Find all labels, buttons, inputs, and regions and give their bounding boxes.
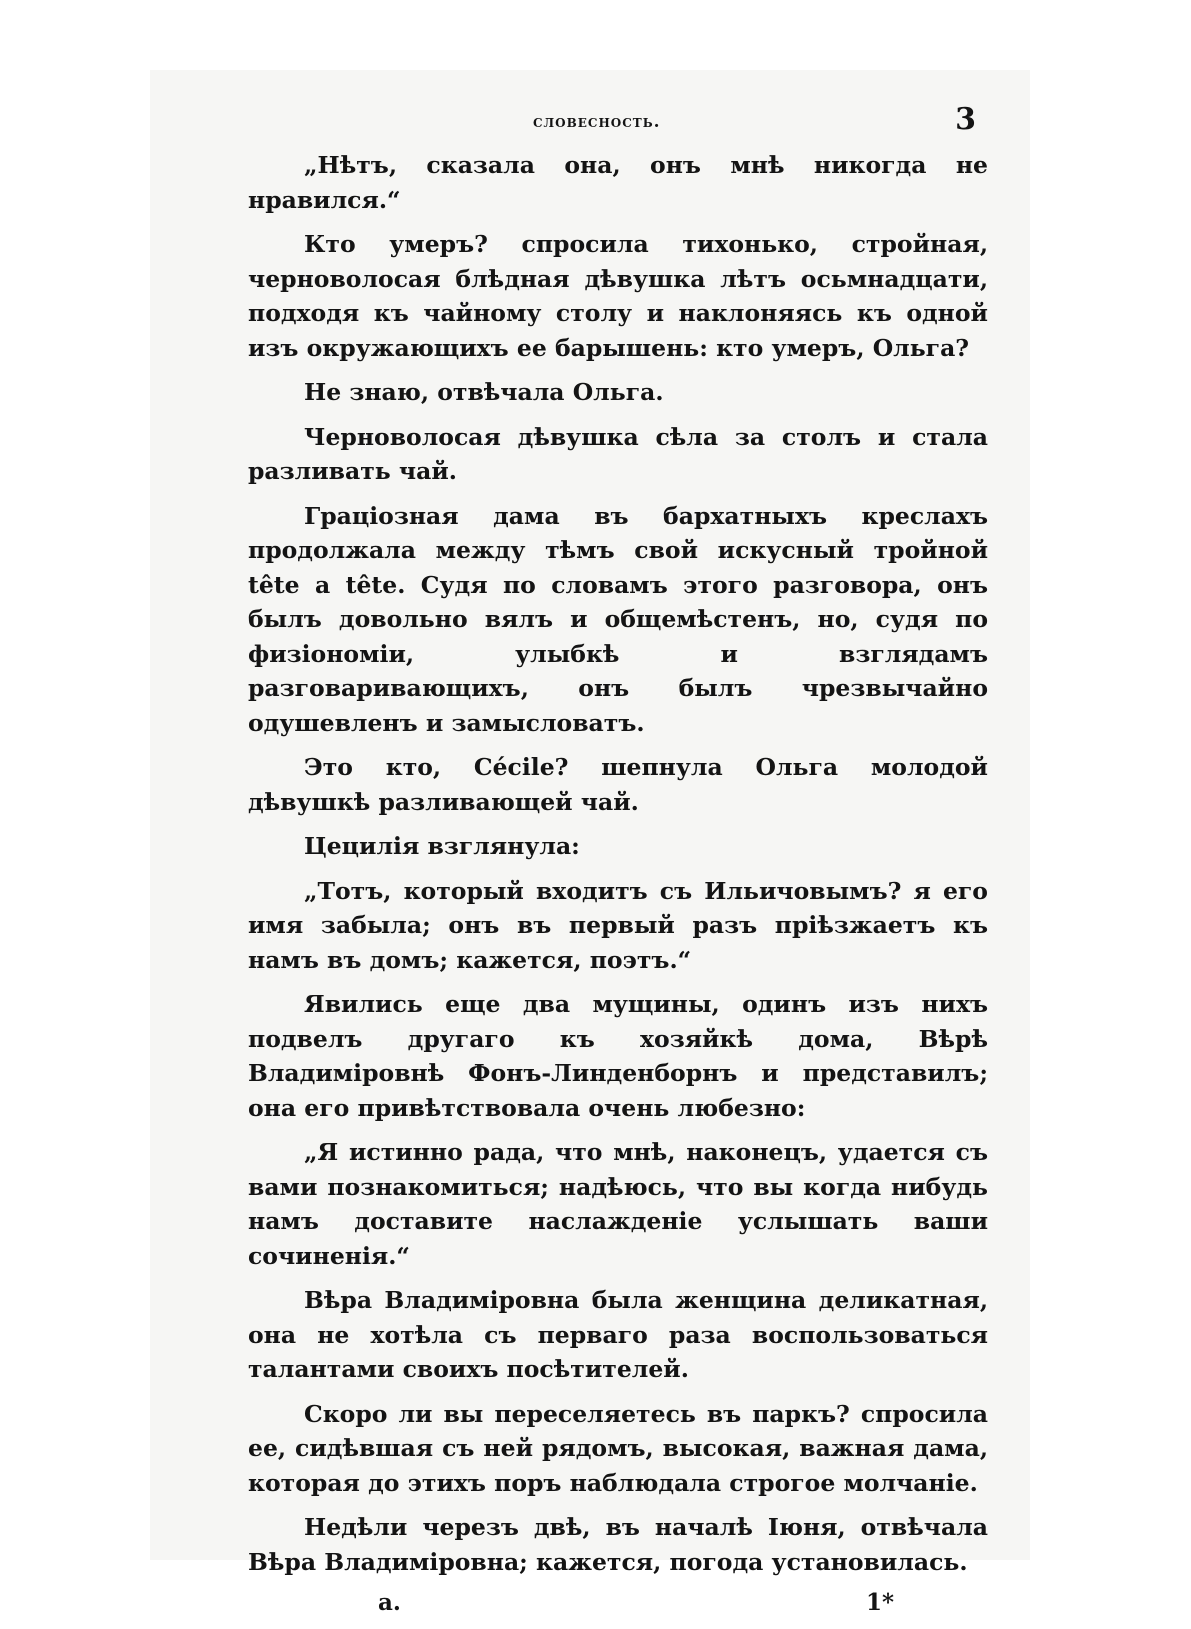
paragraph-7: Цецилія взглянула:: [304, 832, 580, 860]
paragraph-6: Это кто, Cécile? шепнула Ольга молодой дѣвушкѣ разливающей чай.: [248, 753, 988, 816]
paragraph-13: Недѣли черезъ двѣ, въ началѣ Іюня, отвѣчала Вѣра Владиміровна; кажется, погода установилась.: [248, 1513, 988, 1576]
paragraph-4: Черноволосая дѣвушка сѣла за столъ и стала разливать чай.: [248, 422, 988, 485]
paragraph-11: Вѣра Владиміровна была женщина деликатная, она не хотѣла съ перваго раза воспользоваться талантами своихъ посѣтителей.: [248, 1286, 988, 1383]
page-body: [248, 148, 988, 1579]
paragraph-8: „Тотъ, который входитъ съ Ильичовымъ? я его имя забыла; онъ въ первый разъ пріѣзжаетъ къ намъ въ домъ; кажется, поэтъ.“: [248, 876, 988, 974]
page-header: [248, 100, 988, 148]
paragraph-1: „Нѣтъ, сказала она, онъ мнѣ никогда не нравился.“: [248, 151, 988, 214]
paragraph-10: „Я истинно рада, что мнѣ, наконецъ, удается съ вами познакомиться; надѣюсь, что вы когда нибудь намъ доставите наслажденіе услышать ваши сочиненія.“: [248, 1138, 988, 1270]
paragraph-9: Явились еще два мущины, одинъ изъ нихъ подвелъ другаго къ хозяйкѣ дома, Вѣрѣ Владиміровнѣ Фонъ-Линденборнъ и представилъ; она его привѣтствовала очень любезно:: [248, 990, 988, 1122]
page-number: 3: [955, 102, 976, 137]
running-head: словесность.: [533, 112, 661, 132]
book-page: [248, 100, 988, 1629]
paragraph-5: Граціозная дама въ бархатныхъ креслахъ продолжала между тѣмъ свой искусный тройной tête a tête. Судя по словамъ этого разговора, онъ былъ довольно вялъ и общемѣстенъ, но, судя по физіономіи, улыбкѣ и взглядамъ разговаривающихъ, онъ былъ чрезвычайно одушевленъ и замысловатъ.: [248, 501, 988, 737]
printer-signature: а.: [378, 1589, 401, 1616]
paragraph-2: Кто умеръ? спросила тихонько, стройная, черноволосая блѣдная дѣвушка лѣтъ осьмнадцати, подходя къ чайному столу и наклоняясь къ одной изъ окружающихъ ее барышень: кто умеръ, Ольга?: [248, 230, 988, 362]
page-footer: [248, 1589, 988, 1629]
paragraph-12: Скоро ли вы переселяетесь въ паркъ? спросила ее, сидѣвшая съ ней рядомъ, высокая, важная дама, которая до этихъ поръ наблюдала строгое молчаніе.: [248, 1399, 988, 1497]
sheet-mark: 1*: [866, 1589, 895, 1616]
paragraph-3: Не знаю, отвѣчала Ольга.: [304, 378, 664, 406]
